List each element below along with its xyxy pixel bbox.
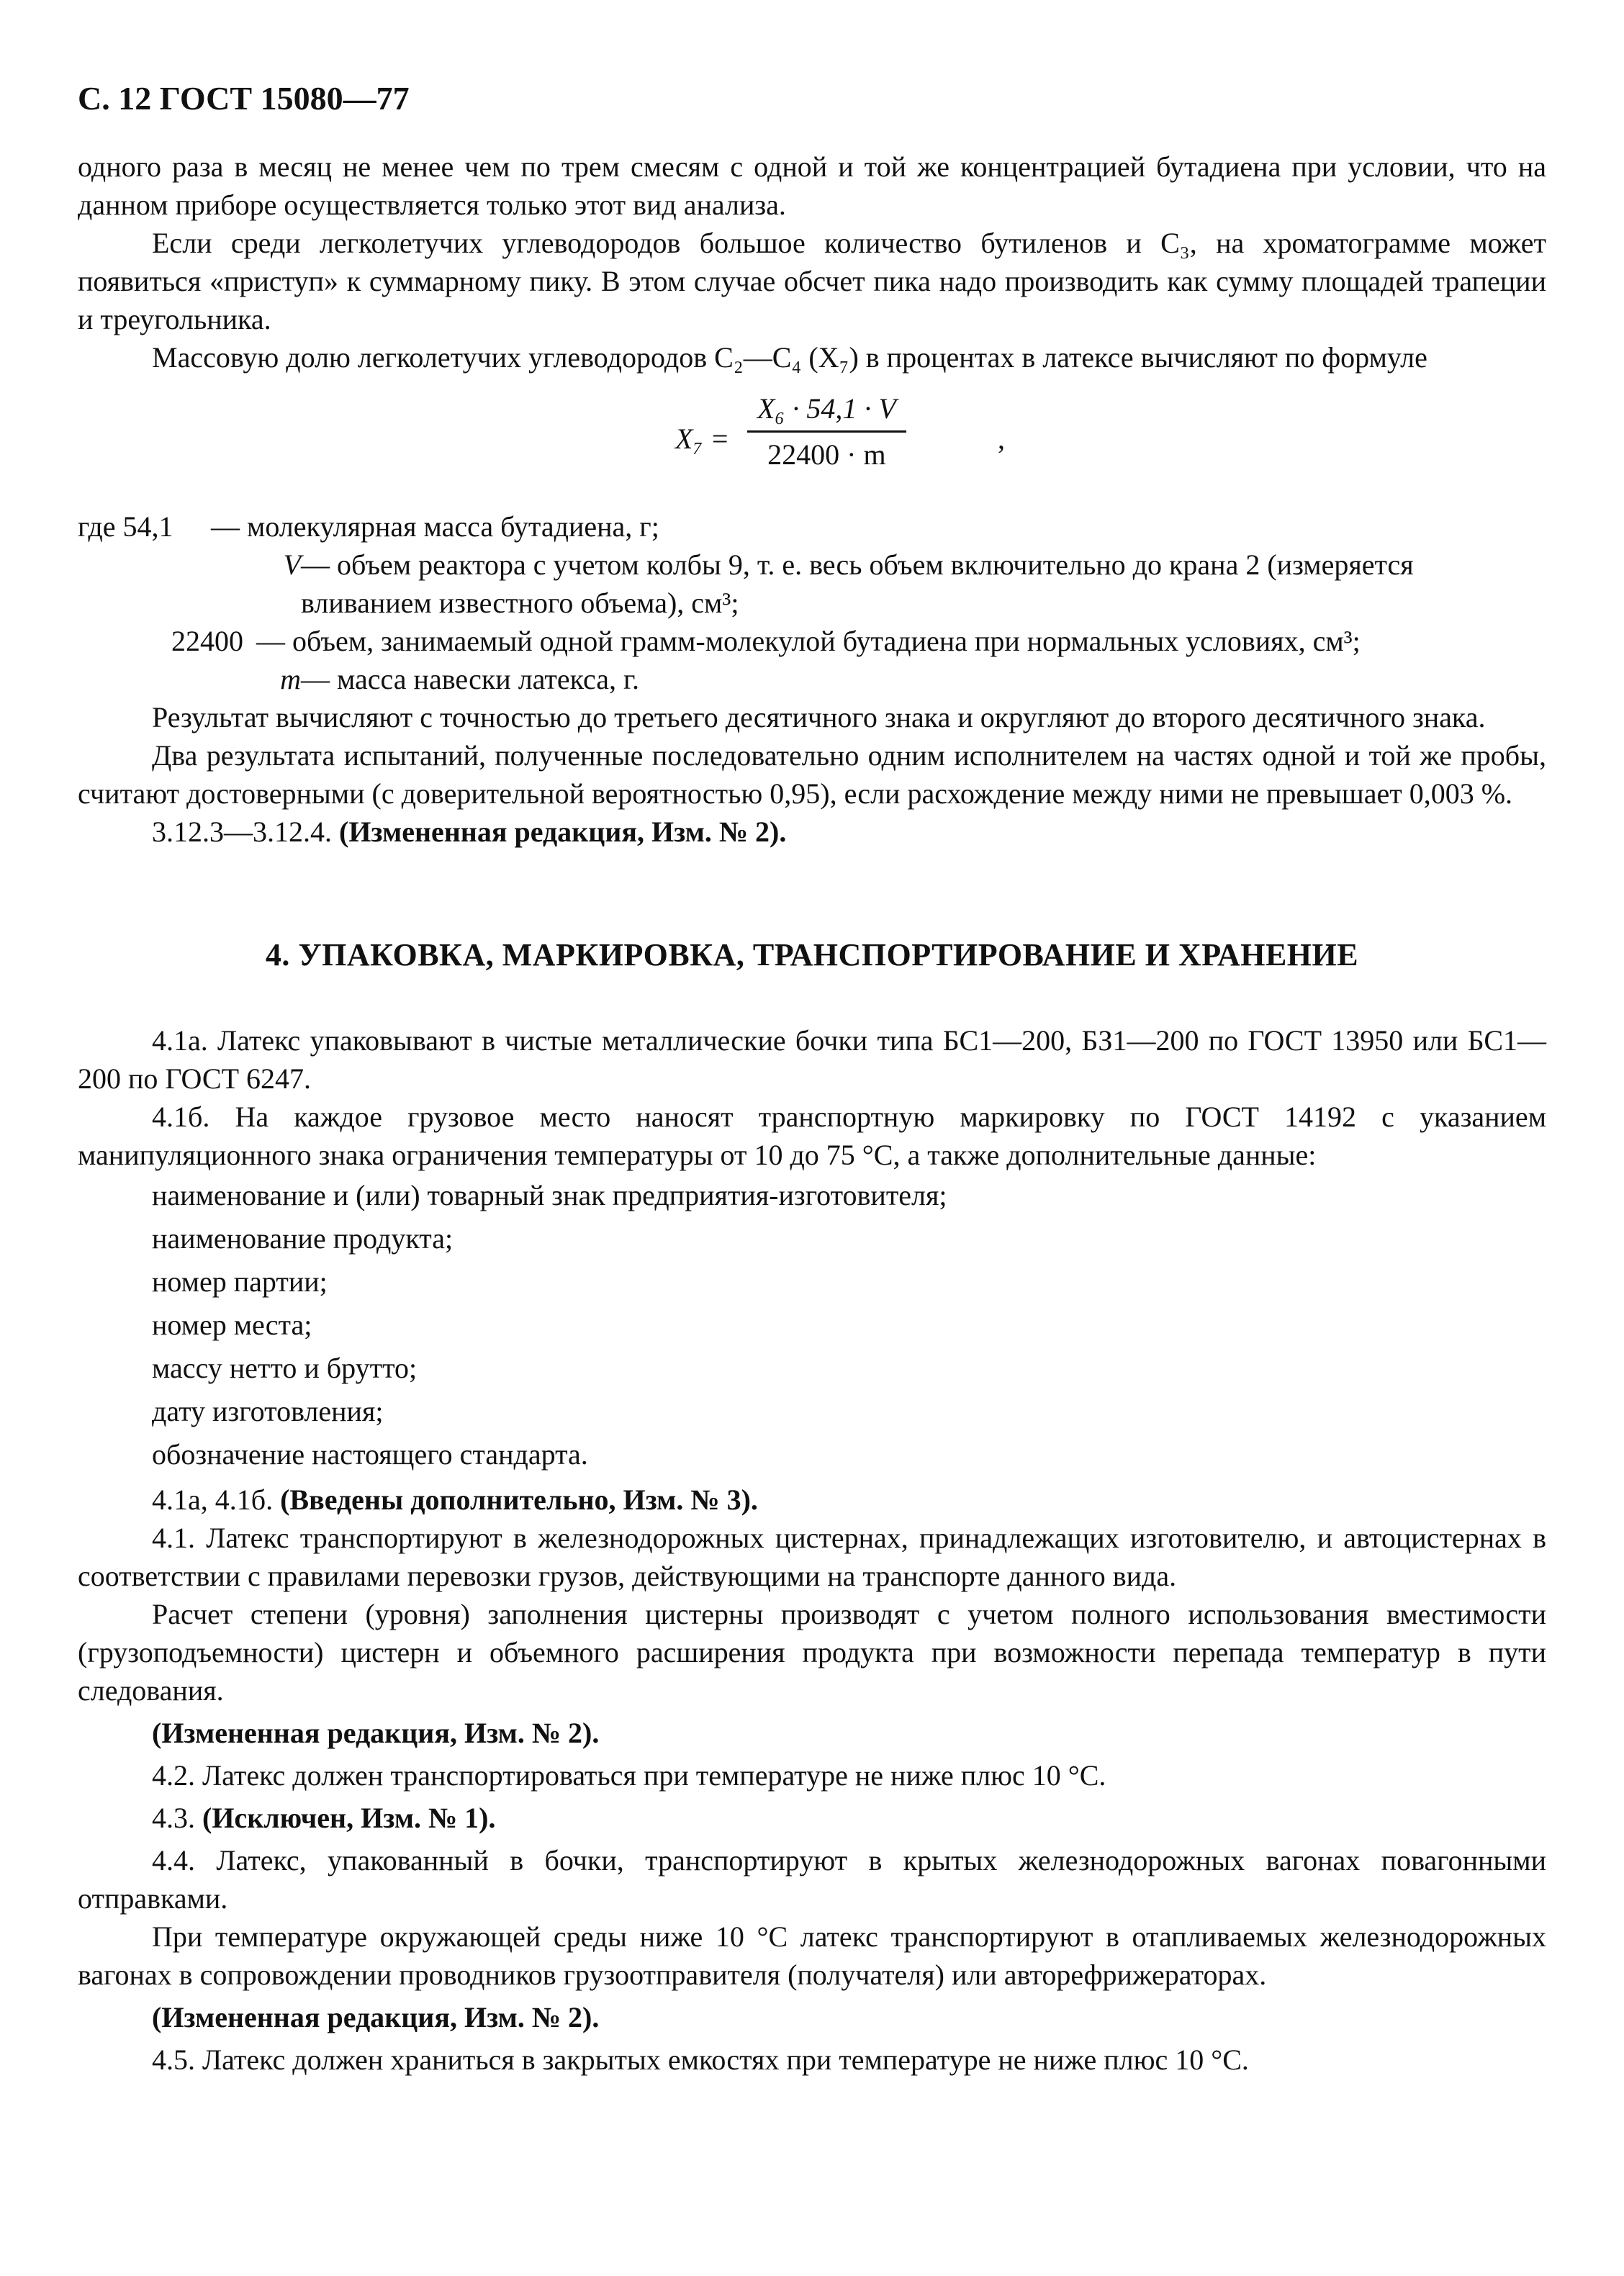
- amendment-note: (Введены дополнительно, Изм. № 3).: [280, 1484, 758, 1516]
- amendment-ref: 4.1а, 4.1б.: [152, 1484, 274, 1516]
- formula-numerator: X₆ · 54,1 · V: [747, 389, 906, 433]
- paragraph-two-results: Два результата испытаний, полученные последовательно одним исполнителем на частях одной и той же пробы, считают достоверными (с доверительной вероятностью 0,95), если расхождение между ними не превышает 0,003 %.: [78, 739, 1546, 810]
- where-text: — объем, занимаемый одной грамм-молекулой бутадиена при нормальных условиях, см³;: [256, 625, 1361, 657]
- where-symbol: 22400: [171, 625, 243, 657]
- paragraph-ref: 4.3.: [152, 1802, 195, 1834]
- amendment-4-4: [78, 1998, 1546, 2036]
- amendment-note: (Измененная редакция, Изм. № 2).: [152, 1717, 600, 1749]
- marking-list: [78, 1174, 1546, 1476]
- where-item: [78, 546, 1546, 622]
- where-item: [78, 660, 1546, 698]
- paragraph-result: Результат вычисляют с точностью до третьего десятичного знака и округляют до второго десятичного знака.: [152, 701, 1486, 733]
- document-page: [78, 79, 1546, 2079]
- paragraph-intro-2: Если среди легколетучих углеводородов большое количество бутиленов и С₃, на хроматограмме может появиться «приступ» к суммарному пику. В этом случае обсчет пика надо производить как сумму площадей трапеции и треугольника.: [78, 227, 1546, 335]
- list-item: обозначение настоящего стандарта.: [152, 1438, 588, 1471]
- where-text: — объем реактора с учетом колбы 9, т. е. весь объем включительно до крана 2 (измеряется вливанием известного объема), см³;: [301, 548, 1414, 619]
- paragraph-4-1b: 4.1б. На каждое грузовое место наносят транспортную маркировку по ГОСТ 14192 с указанием манипуляционного знака ограничения температуры от 10 до 75 °С, а также дополнительные данные:: [78, 1101, 1546, 1171]
- paragraph-4-4: 4.4. Латекс, упакованный в бочки, транспортируют в крытых железнодорожных вагонах повагонными отправками.: [78, 1844, 1546, 1915]
- amendment-note: (Измененная редакция, Изм. № 2).: [339, 816, 787, 848]
- where-symbol: где 54,1: [78, 510, 173, 543]
- paragraph-4-5: 4.5. Латекс должен храниться в закрытых емкостях при температуре не ниже плюс 10 °С.: [152, 2044, 1249, 2076]
- paragraph-4-1a: 4.1а. Латекс упаковывают в чистые металлические бочки типа БС1—200, БЗ1—200 по ГОСТ 13950 или БС1—200 по ГОСТ 6247.: [78, 1024, 1546, 1095]
- formula-x7: [78, 382, 1546, 505]
- formula-comma: ,: [998, 423, 1005, 455]
- where-item: [78, 622, 1546, 660]
- paragraph-intro-1: одного раза в месяц не менее чем по трем смесям с одной и той же концентрацией бутадиена при условии, что на данном приборе осуществляется только этот вид анализа.: [78, 150, 1546, 221]
- amendment-note: (Исключен, Изм. № 1).: [202, 1802, 496, 1834]
- where-symbol: m: [280, 663, 301, 695]
- where-text: — молекулярная масса бутадиена, г;: [211, 510, 659, 543]
- formula-denominator: 22400 · m: [767, 438, 886, 471]
- list-item: дату изготовления;: [152, 1395, 384, 1427]
- page-header: С. 12 ГОСТ 15080—77: [78, 80, 410, 117]
- list-item: наименование и (или) товарный знак предприятия-изготовителя;: [152, 1179, 947, 1211]
- amendment-4-1: [78, 1714, 1546, 1752]
- list-item: наименование продукта;: [152, 1222, 454, 1255]
- where-list: [78, 507, 1546, 698]
- section-4-title: 4. УПАКОВКА, МАРКИРОВКА, ТРАНСПОРТИРОВАНИЕ И ХРАНЕНИЕ: [265, 937, 1359, 972]
- amendment-3-12: [78, 813, 1546, 851]
- paragraph-4-1-fill: Расчет степени (уровня) заполнения цистерны производят с учетом полного использования вместимости (грузоподъемности) цистерн и объемного расширения продукта при возможности перепада температур в пути следования.: [78, 1598, 1546, 1707]
- where-text: — масса навески латекса, г.: [301, 663, 639, 695]
- paragraph-4-2: 4.2. Латекс должен транспортироваться при температуре не ниже плюс 10 °С.: [152, 1759, 1106, 1792]
- paragraph-4-3: [78, 1799, 1546, 1837]
- paragraph-intro-3: Массовую долю легколетучих углеводородов С₂—С₄ (X₇) в процентах в латексе вычисляют по формуле: [152, 341, 1427, 374]
- paragraph-4-1: 4.1. Латекс транспортируют в железнодорожных цистернах, принадлежащих изготовителю, и автоцистернах в соответствии с правилами перевозки грузов, действующими на транспорте данного вида.: [78, 1522, 1546, 1592]
- where-symbol: V: [283, 548, 301, 581]
- list-item: массу нетто и брутто;: [152, 1352, 418, 1384]
- amendment-4-1ab: [78, 1481, 1546, 1519]
- amendment-note: (Измененная редакция, Изм. № 2).: [152, 2001, 600, 2033]
- formula-fraction: [747, 389, 906, 474]
- formula-lhs: X₇ =: [675, 423, 730, 455]
- paragraph-4-4-cold: При температуре окружающей среды ниже 10 °С латекс транспортируют в отапливаемых железнодорожных вагонах в сопровождении проводников грузоотправителя (получателя) или авторефрижераторах.: [78, 1920, 1546, 1991]
- list-item: номер партии;: [152, 1265, 328, 1298]
- amendment-ref: 3.12.3—3.12.4.: [152, 816, 332, 848]
- where-item: [78, 507, 1546, 546]
- list-item: номер места;: [152, 1309, 312, 1341]
